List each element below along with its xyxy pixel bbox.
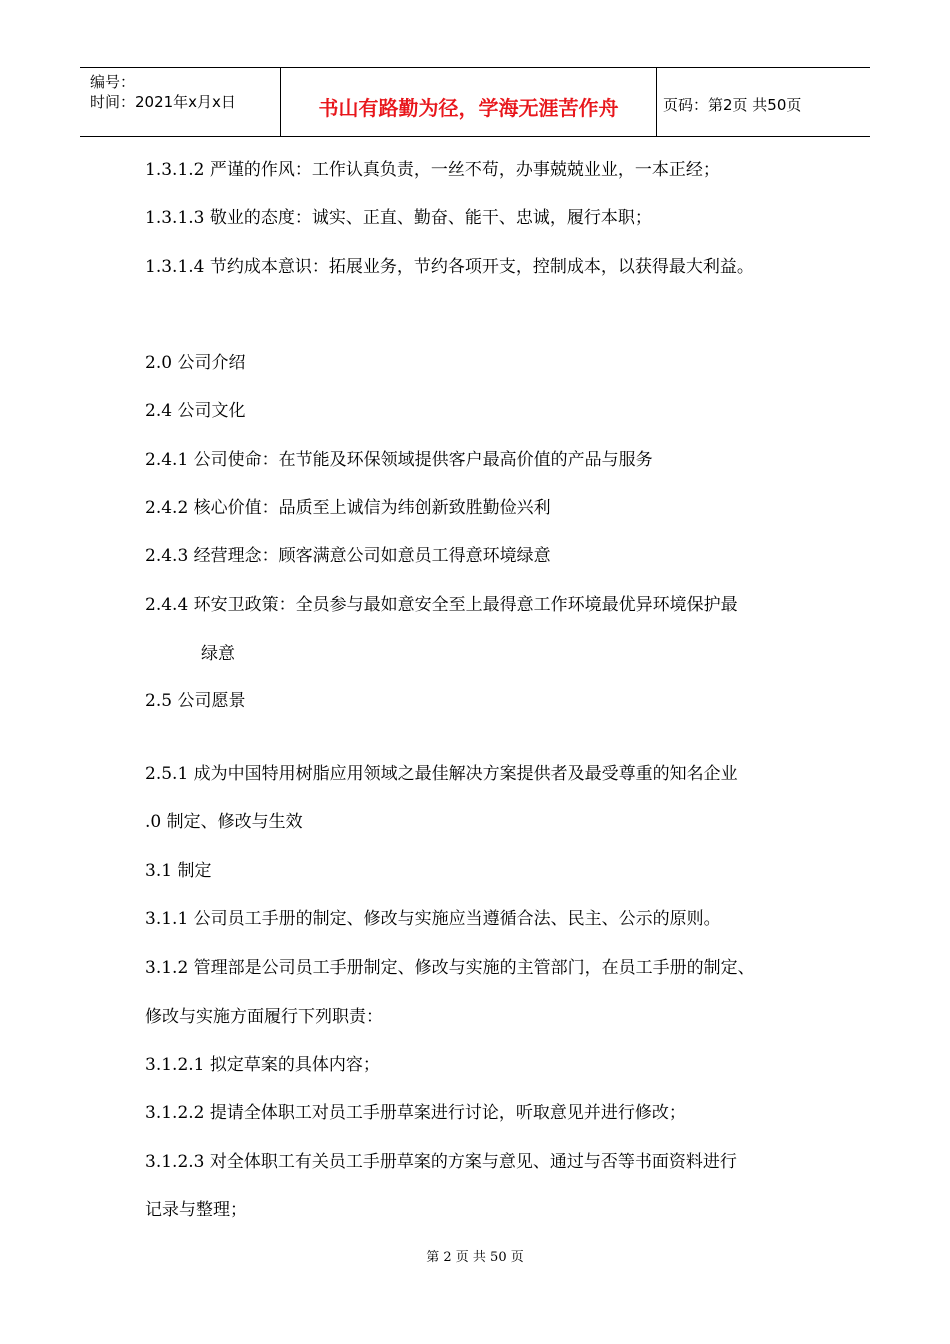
paragraph-2-5-1: 2.5.1 成为中国特用树脂应用领域之最佳解决方案提供者及最受尊重的知名企业: [145, 764, 738, 784]
heading-2-0: 2.0 公司介绍: [145, 353, 246, 373]
paragraph-1-3-1-3: 1.3.1.3 敬业的态度：诚实、正直、勤奋、能干、忠诚，履行本职；: [145, 208, 652, 228]
paragraph-3-1-2-3-continued: 记录与整理；: [145, 1200, 247, 1220]
heading-3-0: .0 制定、修改与生效: [145, 812, 303, 832]
paragraph-1-3-1-2: 1.3.1.2 严谨的作风：工作认真负责，一丝不苟，办事兢兢业业，一本正经；: [145, 160, 720, 180]
document-number-label: 编号：: [90, 73, 136, 91]
paragraph-3-1-2-continued: 修改与实施方面履行下列职责：: [145, 1007, 383, 1027]
paragraph-2-4-3: 2.4.3 经营理念：顾客满意公司如意员工得意环境绿意: [145, 546, 551, 566]
heading-2-4: 2.4 公司文化: [145, 401, 246, 421]
paragraph-3-1-2-3: 3.1.2.3 对全体职工有关员工手册草案的方案与意见、通过与否等书面资料进行: [145, 1152, 737, 1172]
paragraph-3-1-2: 3.1.2 管理部是公司员工手册制定、修改与实施的主管部门，在员工手册的制定、: [145, 958, 755, 978]
heading-3-1: 3.1 制定: [145, 861, 212, 881]
header-motto: 书山有路勤为径，学海无涯苦作舟: [281, 68, 657, 136]
paragraph-3-1-2-1: 3.1.2.1 拟定草案的具体内容；: [145, 1055, 380, 1075]
page-footer: 第 2 页 共 50 页: [426, 1250, 524, 1265]
paragraph-1-3-1-4: 1.3.1.4 节约成本意识：拓展业务，节约各项开支，控制成本，以获得最大利益。: [145, 257, 754, 277]
paragraph-2-4-4-continued: 绿意: [201, 644, 235, 664]
heading-2-5: 2.5 公司愿景: [145, 691, 246, 711]
header-meta: [80, 68, 281, 136]
header-page-info: 页码：第2页 共50页: [663, 95, 802, 114]
paragraph-2-4-1: 2.4.1 公司使命：在节能及环保领域提供客户最高价值的产品与服务: [145, 450, 653, 470]
paragraph-2-4-4: 2.4.4 环安卫政策：全员参与最如意安全至上最得意工作环境最优异环境保护最: [145, 595, 738, 615]
paragraph-3-1-2-2: 3.1.2.2 提请全体职工对员工手册草案进行讨论，听取意见并进行修改；: [145, 1103, 686, 1123]
paragraph-2-4-2: 2.4.2 核心价值：品质至上诚信为纬创新致胜勤俭兴利: [145, 498, 551, 518]
page-header: [80, 67, 870, 137]
paragraph-3-1-1: 3.1.1 公司员工手册的制定、修改与实施应当遵循合法、民主、公示的原则。: [145, 909, 721, 929]
document-date: 时间：2021年x月x日: [90, 93, 236, 111]
